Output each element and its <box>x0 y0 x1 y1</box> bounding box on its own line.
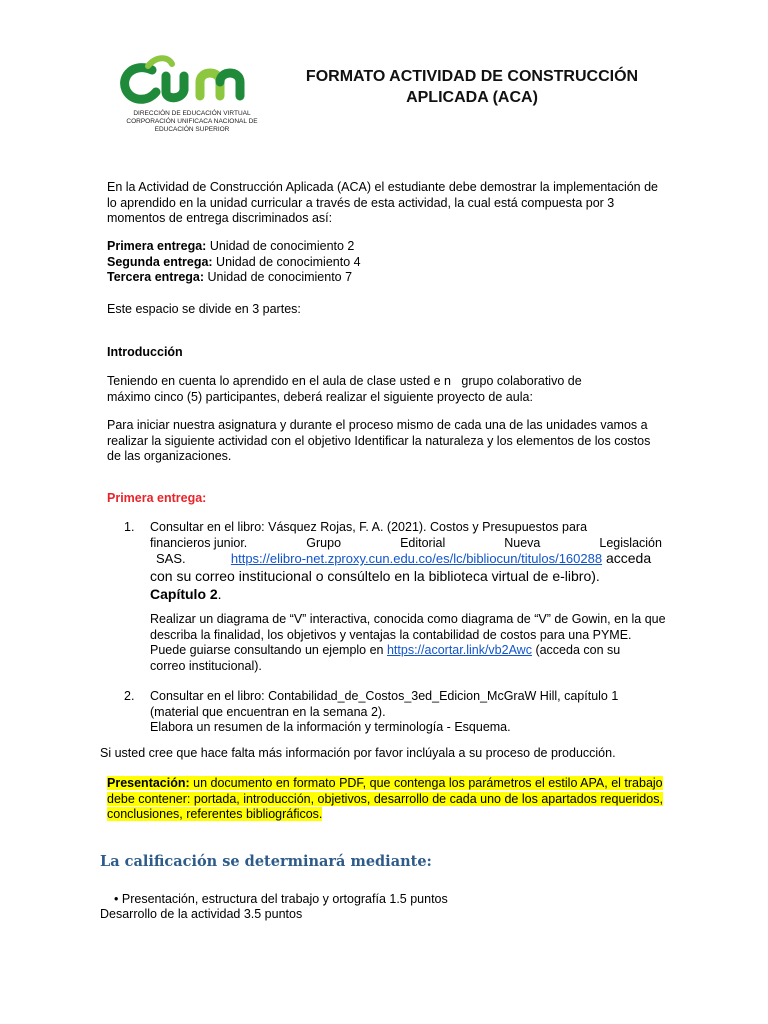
extra-info: Si usted cree que hace falta más información por favor inclúyala a su proceso de producción. <box>100 746 616 760</box>
document-title: FORMATO ACTIVIDAD DE CONSTRUCCIÓN APLICADA (ACA) <box>305 68 639 106</box>
introduccion-paragraph-2: Para iniciar nuestra asignatura y durante el proceso mismo de cada una de las unidades vamos a realizar la siguiente actividad con el objetivo Identificar la naturaleza y los elementos de los costos de las organizaciones. <box>107 418 651 463</box>
list-item-2: 2. Consultar en el libro: Contabilidad_de_Costos_3ed_Edicion_McGraW Hill, capítulo 1 (material que encuentran en la semana 2). Elabora un resumen de la información y terminología - Esquema. <box>124 689 619 734</box>
delivery-1: Primera entrega: Unidad de conocimiento 2 <box>107 239 355 253</box>
delivery-list <box>107 239 361 286</box>
delivery-3: Tercera entrega: Unidad de conocimiento 7 <box>107 270 353 284</box>
logo-subtitle: DIRECCIÓN DE EDUCACIÓN VIRTUAL CORPORACIÓN UNIFICACA NACIONAL DE EDUCACIÓN SUPERIOR <box>126 110 258 133</box>
parts-text: Este espacio se divide en 3 partes: <box>107 302 301 316</box>
introduccion-paragraph-1: Teniendo en cuenta lo aprendido en el aula de clase usted e n grupo colaborativo de máximo cinco (5) participantes, deberá realizar el siguiente proyecto de aula: <box>107 374 582 404</box>
primera-entrega-heading: Primera entrega: <box>107 491 207 505</box>
grading-heading: La calificación se determinará mediante: <box>100 853 432 870</box>
list-item-1: 1. Consultar en el libro: Vásquez Rojas, F. A. (2021). Costos y Presupuestos para financieros junior. Grupo Editorial Nueva Legislación SAS. https://elibro-net.zproxy.cun.edu.co/es/lc/bibliocun/titulos/160288 acceda con su correo institucional o consúltelo en la biblioteca virtual de e-libro). Capítulo 2. <box>124 520 662 602</box>
grading-item-2: Desarrollo de la actividad 3.5 puntos <box>100 907 303 921</box>
diagram-instructions: Realizar un diagrama de “V” interactiva, conocida como diagrama de “V” de Gowin, en la que describa la finalidad, los objetivos y ventajas la contabilidad de costos para una PYME. Puede guiarse consultando un ejemplo en https://acortar.link/vb2Awc (acceda con su correo institucional). <box>150 612 666 673</box>
acortar-link[interactable]: https://acortar.link/vb2Awc <box>386 643 532 657</box>
elibro-link[interactable]: https://elibro-net.zproxy.cun.edu.co/es/lc/bibliocun/titulos/160288 <box>230 551 603 566</box>
intro-paragraph: En la Actividad de Construcción Aplicada (ACA) el estudiante debe demostrar la implementación de lo aprendido en la unidad curricular a través de esta actividad, la cual está compuesta por 3 momentos de entrega discriminados así: <box>107 180 659 225</box>
grading-item-1: • Presentación, estructura del trabajo y ortografía 1.5 puntos <box>114 892 448 906</box>
cun-logo-graphic <box>112 52 272 112</box>
introduccion-heading: Introducción <box>107 345 183 359</box>
presentacion-block: Presentación: un documento en formato PDF, que contenga los parámetros el estilo APA, el trabajo debe contener: portada, introducción, objetivos, desarrollo de cada uno de los apartados requeridos, conclusiones, referentes bibliográficos. <box>107 776 663 821</box>
delivery-2: Segunda entrega: Unidad de conocimiento 4 <box>107 254 361 269</box>
bullet-icon: • <box>114 892 119 906</box>
